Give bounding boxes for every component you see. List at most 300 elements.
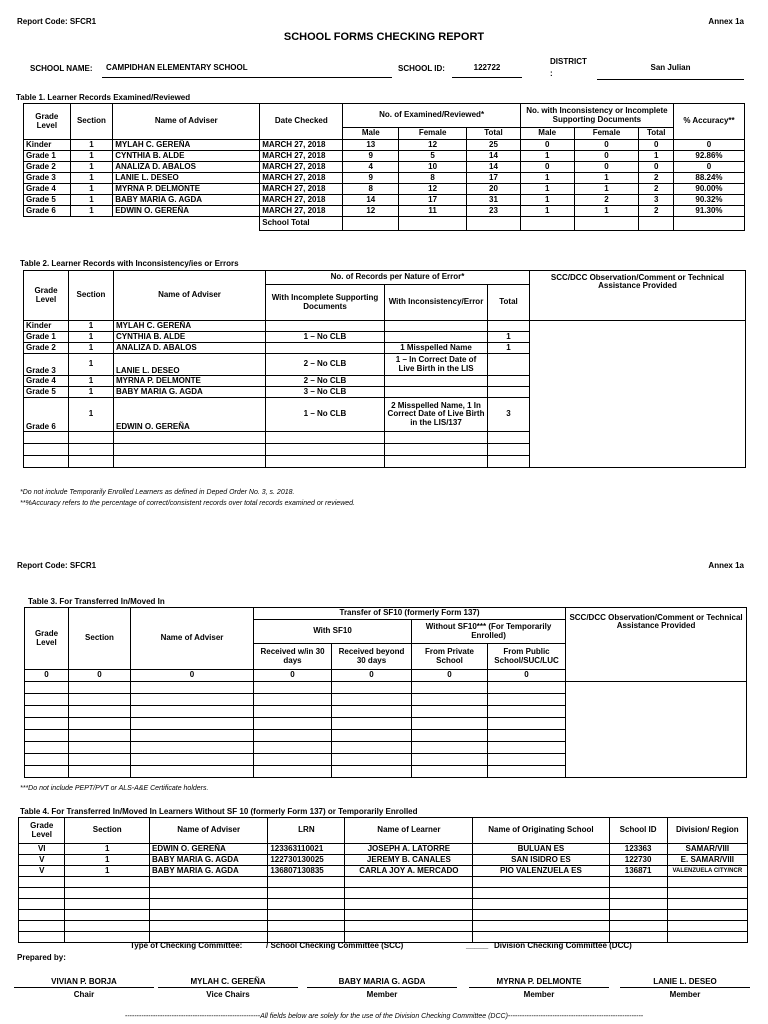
- t2-cell: MYRNA P. DELMONTE: [114, 376, 266, 387]
- t3-h-beyond: Received beyond 30 days: [332, 644, 412, 670]
- t3-blank-cell: [412, 730, 488, 742]
- t2-cell: 1 Misspelled Name: [385, 343, 488, 354]
- t3-h-private: From Private School: [412, 644, 488, 670]
- t4-blank-cell: [268, 888, 345, 899]
- t2-cell: 1: [69, 387, 114, 398]
- t3-h-public: From Public School/SUC/LUC: [488, 644, 566, 670]
- t3-blank-cell: [412, 706, 488, 718]
- t3-blank-cell: [412, 682, 488, 694]
- t1-cell: 1: [520, 195, 574, 206]
- district-colon: :: [550, 69, 553, 78]
- t1-cell: 14: [343, 195, 399, 206]
- t2-cell: Grade 2: [24, 343, 69, 354]
- t3-blank-cell: [254, 754, 332, 766]
- signatory-role: Vice Chairs: [206, 990, 250, 999]
- t1-cell: 1: [520, 173, 574, 184]
- t4-blank-cell: [268, 921, 345, 932]
- table-row-blank: [25, 766, 747, 778]
- report-code-2: Report Code: SFCR1: [17, 561, 97, 570]
- t2-cell: Grade 4: [24, 376, 69, 387]
- signatory-role: Member: [523, 990, 555, 999]
- school-name-label: SCHOOL NAME:: [30, 64, 93, 73]
- t3-h-section: Section: [69, 608, 131, 670]
- t4-blank-cell: [345, 910, 473, 921]
- t4-blank-cell: [345, 899, 473, 910]
- t2-cell: 1 – In Correct Date of Live Birth in the LIS: [385, 354, 488, 376]
- t2-blank-cell: [69, 444, 114, 456]
- t1-cell: 0: [574, 162, 639, 173]
- t3-blank-cell: [131, 682, 254, 694]
- t3-h-adviser: Name of Adviser: [131, 608, 254, 670]
- t1-cell: 9: [343, 173, 399, 184]
- t1-cell: 91.30%: [673, 206, 744, 217]
- t1-cell: 12: [343, 206, 399, 217]
- table1-caption: Table 1. Learner Records Examined/Reviewed: [16, 93, 191, 102]
- table-row: [24, 321, 746, 332]
- t4-blank-cell: [65, 888, 150, 899]
- t2-cell: [385, 321, 488, 332]
- t2-cell: [488, 376, 530, 387]
- t3-blank-cell: [332, 706, 412, 718]
- t1-cell: 9: [343, 151, 399, 162]
- t4-blank-cell: [150, 899, 268, 910]
- t3-blank-cell: [412, 742, 488, 754]
- t3-blank-cell: [488, 694, 566, 706]
- t3-blank-cell: [488, 730, 566, 742]
- t3-blank-cell: [25, 718, 69, 730]
- t4-cell: 136871: [609, 866, 667, 877]
- t2-blank-cell: [385, 432, 488, 444]
- signatory: [469, 977, 609, 999]
- t1-cell: 1: [70, 140, 113, 151]
- t3-blank-cell: [488, 682, 566, 694]
- t4-cell: BABY MARIA G. AGDA: [150, 855, 268, 866]
- district-value: San Julian: [650, 63, 691, 72]
- t2-h-inconsistency: With Inconsistency/Error: [385, 285, 488, 321]
- t2-blank-cell: [24, 456, 69, 468]
- table-row: [24, 140, 745, 151]
- t2-blank-cell: [24, 444, 69, 456]
- t3-observation-cell: [566, 754, 747, 766]
- t3-blank-cell: [131, 694, 254, 706]
- t2-observation-cell: [530, 321, 746, 468]
- district-field: [597, 63, 744, 80]
- t4-blank-cell: [19, 921, 65, 932]
- t1-h-total2: Total: [639, 128, 674, 140]
- t1-h-male: Male: [343, 128, 399, 140]
- t1-school-total: School Total: [260, 217, 343, 231]
- t3-blank-cell: [69, 730, 131, 742]
- t1-cell: 0: [673, 162, 744, 173]
- table-row-blank: [19, 910, 748, 921]
- t1-cell: 10: [399, 162, 467, 173]
- t1-cell: 11: [399, 206, 467, 217]
- t1-cell: 25: [467, 140, 521, 151]
- t4-blank-cell: [345, 921, 473, 932]
- t3-blank-cell: [131, 730, 254, 742]
- t3-blank-cell: [131, 706, 254, 718]
- t2-h-grade: Grade Level: [24, 271, 69, 321]
- t4-cell: 123363110021: [268, 844, 345, 855]
- t3-blank-cell: [25, 730, 69, 742]
- t4-blank-cell: [473, 888, 609, 899]
- t3-cell: 0: [254, 670, 332, 682]
- t2-cell: Grade 3: [24, 354, 69, 376]
- committee-label: Type of Checking Committee:: [130, 941, 243, 950]
- t1-cell: BABY MARIA G. AGDA: [113, 195, 260, 206]
- t1-cell: 14: [467, 162, 521, 173]
- t3-observation-cell: [566, 742, 747, 754]
- table-row: [24, 162, 745, 173]
- t1-cell: 0: [574, 140, 639, 151]
- t3-blank-cell: [254, 694, 332, 706]
- t1-cell: 1: [574, 184, 639, 195]
- t1-cell: 12: [399, 140, 467, 151]
- t1-cell: 0: [639, 162, 674, 173]
- t2-blank-cell: [114, 456, 266, 468]
- t1-cell: 20: [467, 184, 521, 195]
- t1-cell: LANIE L. DESEO: [113, 173, 260, 184]
- division-note-text: All fields below are solely for the use of the Division Checking Committee (DCC): [260, 1013, 508, 1020]
- t2-cell: 1: [488, 332, 530, 343]
- t2-cell: 1: [69, 332, 114, 343]
- t2-cell: 1: [488, 343, 530, 354]
- signatory: [14, 977, 154, 999]
- t3-blank-cell: [25, 742, 69, 754]
- t2-cell: CYNTHIA B. ALDE: [114, 332, 266, 343]
- t1-cell: 0: [639, 140, 674, 151]
- table2: [23, 270, 746, 468]
- t3-blank-cell: [254, 682, 332, 694]
- t3-observation-cell: [566, 682, 747, 694]
- table-row-blank: [25, 718, 747, 730]
- t4-blank-cell: [268, 899, 345, 910]
- t1-cell: 92.86%: [673, 151, 744, 162]
- table3-caption: Table 3. For Transferred In/Moved In: [28, 597, 165, 606]
- table4: [18, 817, 748, 943]
- t2-cell: LANIE L. DESEO: [114, 354, 266, 376]
- signatory-role: Member: [366, 990, 398, 999]
- report-code: Report Code: SFCR1: [17, 17, 97, 26]
- t3-blank-cell: [131, 766, 254, 778]
- committee-dcc: Division Checking Committee (DCC): [494, 941, 632, 950]
- t2-h-total: Total: [488, 285, 530, 321]
- annex-label-2: Annex 1a: [708, 561, 744, 570]
- t4-blank-cell: [473, 921, 609, 932]
- t1-cell: 0: [574, 151, 639, 162]
- t2-cell: [488, 321, 530, 332]
- t2-blank-cell: [488, 456, 530, 468]
- t2-cell: BABY MARIA G. AGDA: [114, 387, 266, 398]
- t3-blank-cell: [332, 742, 412, 754]
- t2-blank-cell: [69, 432, 114, 444]
- t4-blank-cell: [65, 910, 150, 921]
- t2-cell: ANALIZA D. ABALOS: [114, 343, 266, 354]
- t2-cell: [488, 387, 530, 398]
- school-id-field: [452, 63, 522, 78]
- school-name-value: CAMPIDHAN ELEMENTARY SCHOOL: [106, 63, 248, 72]
- t2-blank-cell: [114, 444, 266, 456]
- t4-blank-cell: [609, 921, 667, 932]
- t1-cell: 12: [399, 184, 467, 195]
- t4-cell: 136807130835: [268, 866, 345, 877]
- t2-cell: 1: [69, 321, 114, 332]
- t3-blank-cell: [69, 682, 131, 694]
- t1-cell: 2: [639, 184, 674, 195]
- t3-blank-cell: [488, 754, 566, 766]
- signatory: [307, 977, 457, 999]
- t4-h-adviser: Name of Adviser: [150, 818, 268, 844]
- t1-cell: 8: [343, 184, 399, 195]
- prepared-by: Prepared by:: [17, 953, 66, 962]
- t3-blank-cell: [332, 766, 412, 778]
- t2-h-incomplete: With Incomplete Supporting Documents: [266, 285, 385, 321]
- school-id-value: 122722: [473, 63, 501, 72]
- t2-blank-cell: [266, 456, 385, 468]
- table-row-blank: [25, 682, 747, 694]
- table3-blank-rows: [25, 682, 747, 778]
- t2-cell: Kinder: [24, 321, 69, 332]
- t1-h-adviser: Name of Adviser: [113, 104, 260, 140]
- t1-cell: 1: [70, 195, 113, 206]
- t1-cell: Grade 1: [24, 151, 71, 162]
- table1: [23, 103, 745, 231]
- t1-cell: Grade 2: [24, 162, 71, 173]
- t3-blank-cell: [131, 742, 254, 754]
- t3-blank-cell: [131, 754, 254, 766]
- t1-cell: 1: [70, 173, 113, 184]
- t2-blank-cell: [385, 456, 488, 468]
- school-id-label: SCHOOL ID:: [398, 64, 445, 73]
- t1-cell: 2: [639, 173, 674, 184]
- t3-h-observation: SCC/DCC Observation/Comment or Technical Assistance Provided: [566, 608, 747, 682]
- t4-blank-cell: [65, 877, 150, 888]
- t2-cell: [385, 387, 488, 398]
- t4-cell: EDWIN O. GEREÑA: [150, 844, 268, 855]
- t4-blank-cell: [150, 877, 268, 888]
- t1-cell: 1: [70, 162, 113, 173]
- committee-dcc-blank: _____: [466, 941, 489, 950]
- t1-h-examined: No. of Examined/Reviewed*: [343, 104, 520, 128]
- school-name-field: [102, 63, 392, 78]
- t3-blank-cell: [412, 694, 488, 706]
- t4-blank-cell: [473, 910, 609, 921]
- t1-cell: 14: [467, 151, 521, 162]
- table-row: [19, 855, 748, 866]
- t2-cell: 3 – No CLB: [266, 387, 385, 398]
- t4-blank-cell: [609, 910, 667, 921]
- t2-cell: [266, 321, 385, 332]
- t1-cell: 0: [520, 162, 574, 173]
- t3-h-with: With SF10: [254, 620, 412, 644]
- signatory-role: Chair: [73, 990, 95, 999]
- t1-cell: 1: [70, 151, 113, 162]
- t2-blank-cell: [266, 432, 385, 444]
- signatory-name: BABY MARIA G. AGDA: [307, 977, 457, 988]
- division-note: [36, 1013, 732, 1020]
- t3-blank-cell: [488, 742, 566, 754]
- table3-footnote: ***Do not include PEPT/PVT or ALS-A&E Certificate holders.: [20, 785, 209, 792]
- t4-cell: SAN ISIDRO ES: [473, 855, 609, 866]
- t3-h-within: Received w/in 30 days: [254, 644, 332, 670]
- t3-cell: 0: [69, 670, 131, 682]
- t1-cell: 17: [399, 195, 467, 206]
- t1-cell: EDWIN O. GEREÑA: [113, 206, 260, 217]
- table-row: [24, 184, 745, 195]
- t1-h-grade: Grade Level: [24, 104, 71, 140]
- t4-blank-cell: [667, 877, 747, 888]
- table4-caption: Table 4. For Transferred In/Moved In Learners Without SF 10 (formerly Form 137) or Temporarily Enrolled: [20, 807, 418, 816]
- t3-blank-cell: [25, 706, 69, 718]
- t3-blank-cell: [412, 766, 488, 778]
- t1-cell: 1: [70, 206, 113, 217]
- t3-blank-cell: [412, 718, 488, 730]
- table3: [24, 607, 747, 778]
- table-row-blank: [25, 706, 747, 718]
- t4-cell: CARLA JOY A. MERCADO: [345, 866, 473, 877]
- t4-blank-cell: [65, 899, 150, 910]
- t2-cell: [488, 354, 530, 376]
- t4-blank-cell: [667, 910, 747, 921]
- t1-cell: MARCH 27, 2018: [260, 206, 343, 217]
- t3-blank-cell: [254, 742, 332, 754]
- t1-cell: 23: [467, 206, 521, 217]
- table-row-blank: [25, 730, 747, 742]
- t4-cell: BABY MARIA G. AGDA: [150, 866, 268, 877]
- t3-observation-cell: [566, 706, 747, 718]
- t4-h-lrn: LRN: [268, 818, 345, 844]
- t1-h-accuracy: % Accuracy**: [673, 104, 744, 140]
- t1-cell: Kinder: [24, 140, 71, 151]
- t1-cell: Grade 6: [24, 206, 71, 217]
- t4-h-section: Section: [65, 818, 150, 844]
- t2-cell: 1 – No CLB: [266, 332, 385, 343]
- t3-blank-cell: [69, 706, 131, 718]
- t4-h-origin: Name of Originating School: [473, 818, 609, 844]
- t2-cell: 2 Misspelled Name, 1 In Correct Date of Live Birth in the LIS/137: [385, 398, 488, 432]
- t1-cell: 3: [639, 195, 674, 206]
- t4-cell: 122730130025: [268, 855, 345, 866]
- table2-body: [24, 321, 746, 468]
- t2-blank-cell: [266, 444, 385, 456]
- t2-h-nature: No. of Records per Nature of Error*: [266, 271, 530, 285]
- t1-cell: ANALIZA D. ABALOS: [113, 162, 260, 173]
- t3-cell: 0: [332, 670, 412, 682]
- t4-blank-cell: [150, 921, 268, 932]
- t1-cell: 8: [399, 173, 467, 184]
- t2-cell: [385, 376, 488, 387]
- t3-blank-cell: [332, 694, 412, 706]
- t2-cell: 2 – No CLB: [266, 376, 385, 387]
- t1-cell: 13: [343, 140, 399, 151]
- t3-blank-cell: [25, 694, 69, 706]
- t4-blank-cell: [19, 888, 65, 899]
- table-row-blank: [25, 754, 747, 766]
- t3-blank-cell: [25, 754, 69, 766]
- t1-cell: 1: [574, 206, 639, 217]
- t4-h-learner: Name of Learner: [345, 818, 473, 844]
- t4-blank-cell: [609, 899, 667, 910]
- t3-cell: 0: [488, 670, 566, 682]
- t4-cell: 1: [65, 866, 150, 877]
- t3-blank-cell: [332, 682, 412, 694]
- t2-blank-cell: [114, 432, 266, 444]
- t1-cell: Grade 4: [24, 184, 71, 195]
- t4-cell: 1: [65, 844, 150, 855]
- t1-cell: 2: [574, 195, 639, 206]
- t3-blank-cell: [254, 706, 332, 718]
- t3-blank-cell: [488, 706, 566, 718]
- signatory-name: MYLAH C. GEREÑA: [158, 977, 298, 988]
- table-row-blank: [25, 742, 747, 754]
- t2-cell: MYLAH C. GEREÑA: [114, 321, 266, 332]
- t4-blank-cell: [19, 932, 65, 943]
- t1-cell: Grade 3: [24, 173, 71, 184]
- t2-blank-cell: [69, 456, 114, 468]
- t4-blank-cell: [667, 921, 747, 932]
- t4-cell: SAMAR/VIII: [667, 844, 747, 855]
- t3-blank-cell: [131, 718, 254, 730]
- t3-blank-cell: [254, 718, 332, 730]
- t2-cell: 1: [69, 398, 114, 432]
- t1-cell: 88.24%: [673, 173, 744, 184]
- table2-footnote2: **%Accuracy refers to the percentage of correct/consistent records over total records examined or reviewed.: [20, 500, 355, 507]
- t1-cell: MARCH 27, 2018: [260, 195, 343, 206]
- t4-blank-cell: [345, 877, 473, 888]
- t4-blank-cell: [150, 888, 268, 899]
- district-label: DISTRICT: [550, 57, 587, 66]
- t3-blank-cell: [69, 766, 131, 778]
- t4-cell: VI: [19, 844, 65, 855]
- t3-blank-cell: [25, 682, 69, 694]
- t1-cell: 17: [467, 173, 521, 184]
- t3-cell: 0: [131, 670, 254, 682]
- t1-cell: MARCH 27, 2018: [260, 173, 343, 184]
- t4-h-division: Division/ Region: [667, 818, 747, 844]
- t2-cell: [266, 343, 385, 354]
- t4-cell: V: [19, 866, 65, 877]
- t1-cell: MARCH 27, 2018: [260, 140, 343, 151]
- t4-h-grade: Grade Level: [19, 818, 65, 844]
- t1-cell: CYNTHIA B. ALDE: [113, 151, 260, 162]
- t1-cell: MARCH 27, 2018: [260, 184, 343, 195]
- t4-blank-cell: [150, 910, 268, 921]
- t1-cell: Grade 5: [24, 195, 71, 206]
- signatory: [620, 977, 750, 999]
- t2-blank-cell: [488, 444, 530, 456]
- table-row-blank: [19, 888, 748, 899]
- t4-cell: V: [19, 855, 65, 866]
- table2-footnote1: *Do not include Temporarily Enrolled Learners as defined in Deped Order No. 3, s. 2018.: [20, 489, 295, 496]
- t1-h-date: Date Checked: [260, 104, 343, 140]
- t1-cell: 4: [343, 162, 399, 173]
- t1-h-female: Female: [399, 128, 467, 140]
- t4-blank-cell: [667, 932, 747, 943]
- t3-blank-cell: [332, 754, 412, 766]
- table-row: [24, 173, 745, 184]
- t2-h-adviser: Name of Adviser: [114, 271, 266, 321]
- t3-h-without: Without SF10*** (For Temporarily Enrolled): [412, 620, 566, 644]
- page-title: SCHOOL FORMS CHECKING REPORT: [283, 31, 485, 43]
- t3-blank-cell: [69, 754, 131, 766]
- t1-cell: 90.32%: [673, 195, 744, 206]
- t3-blank-cell: [412, 754, 488, 766]
- t1-cell: 1: [520, 151, 574, 162]
- t2-h-section: Section: [69, 271, 114, 321]
- t4-blank-cell: [65, 921, 150, 932]
- t2-blank-cell: [488, 432, 530, 444]
- table1-body: [24, 140, 745, 217]
